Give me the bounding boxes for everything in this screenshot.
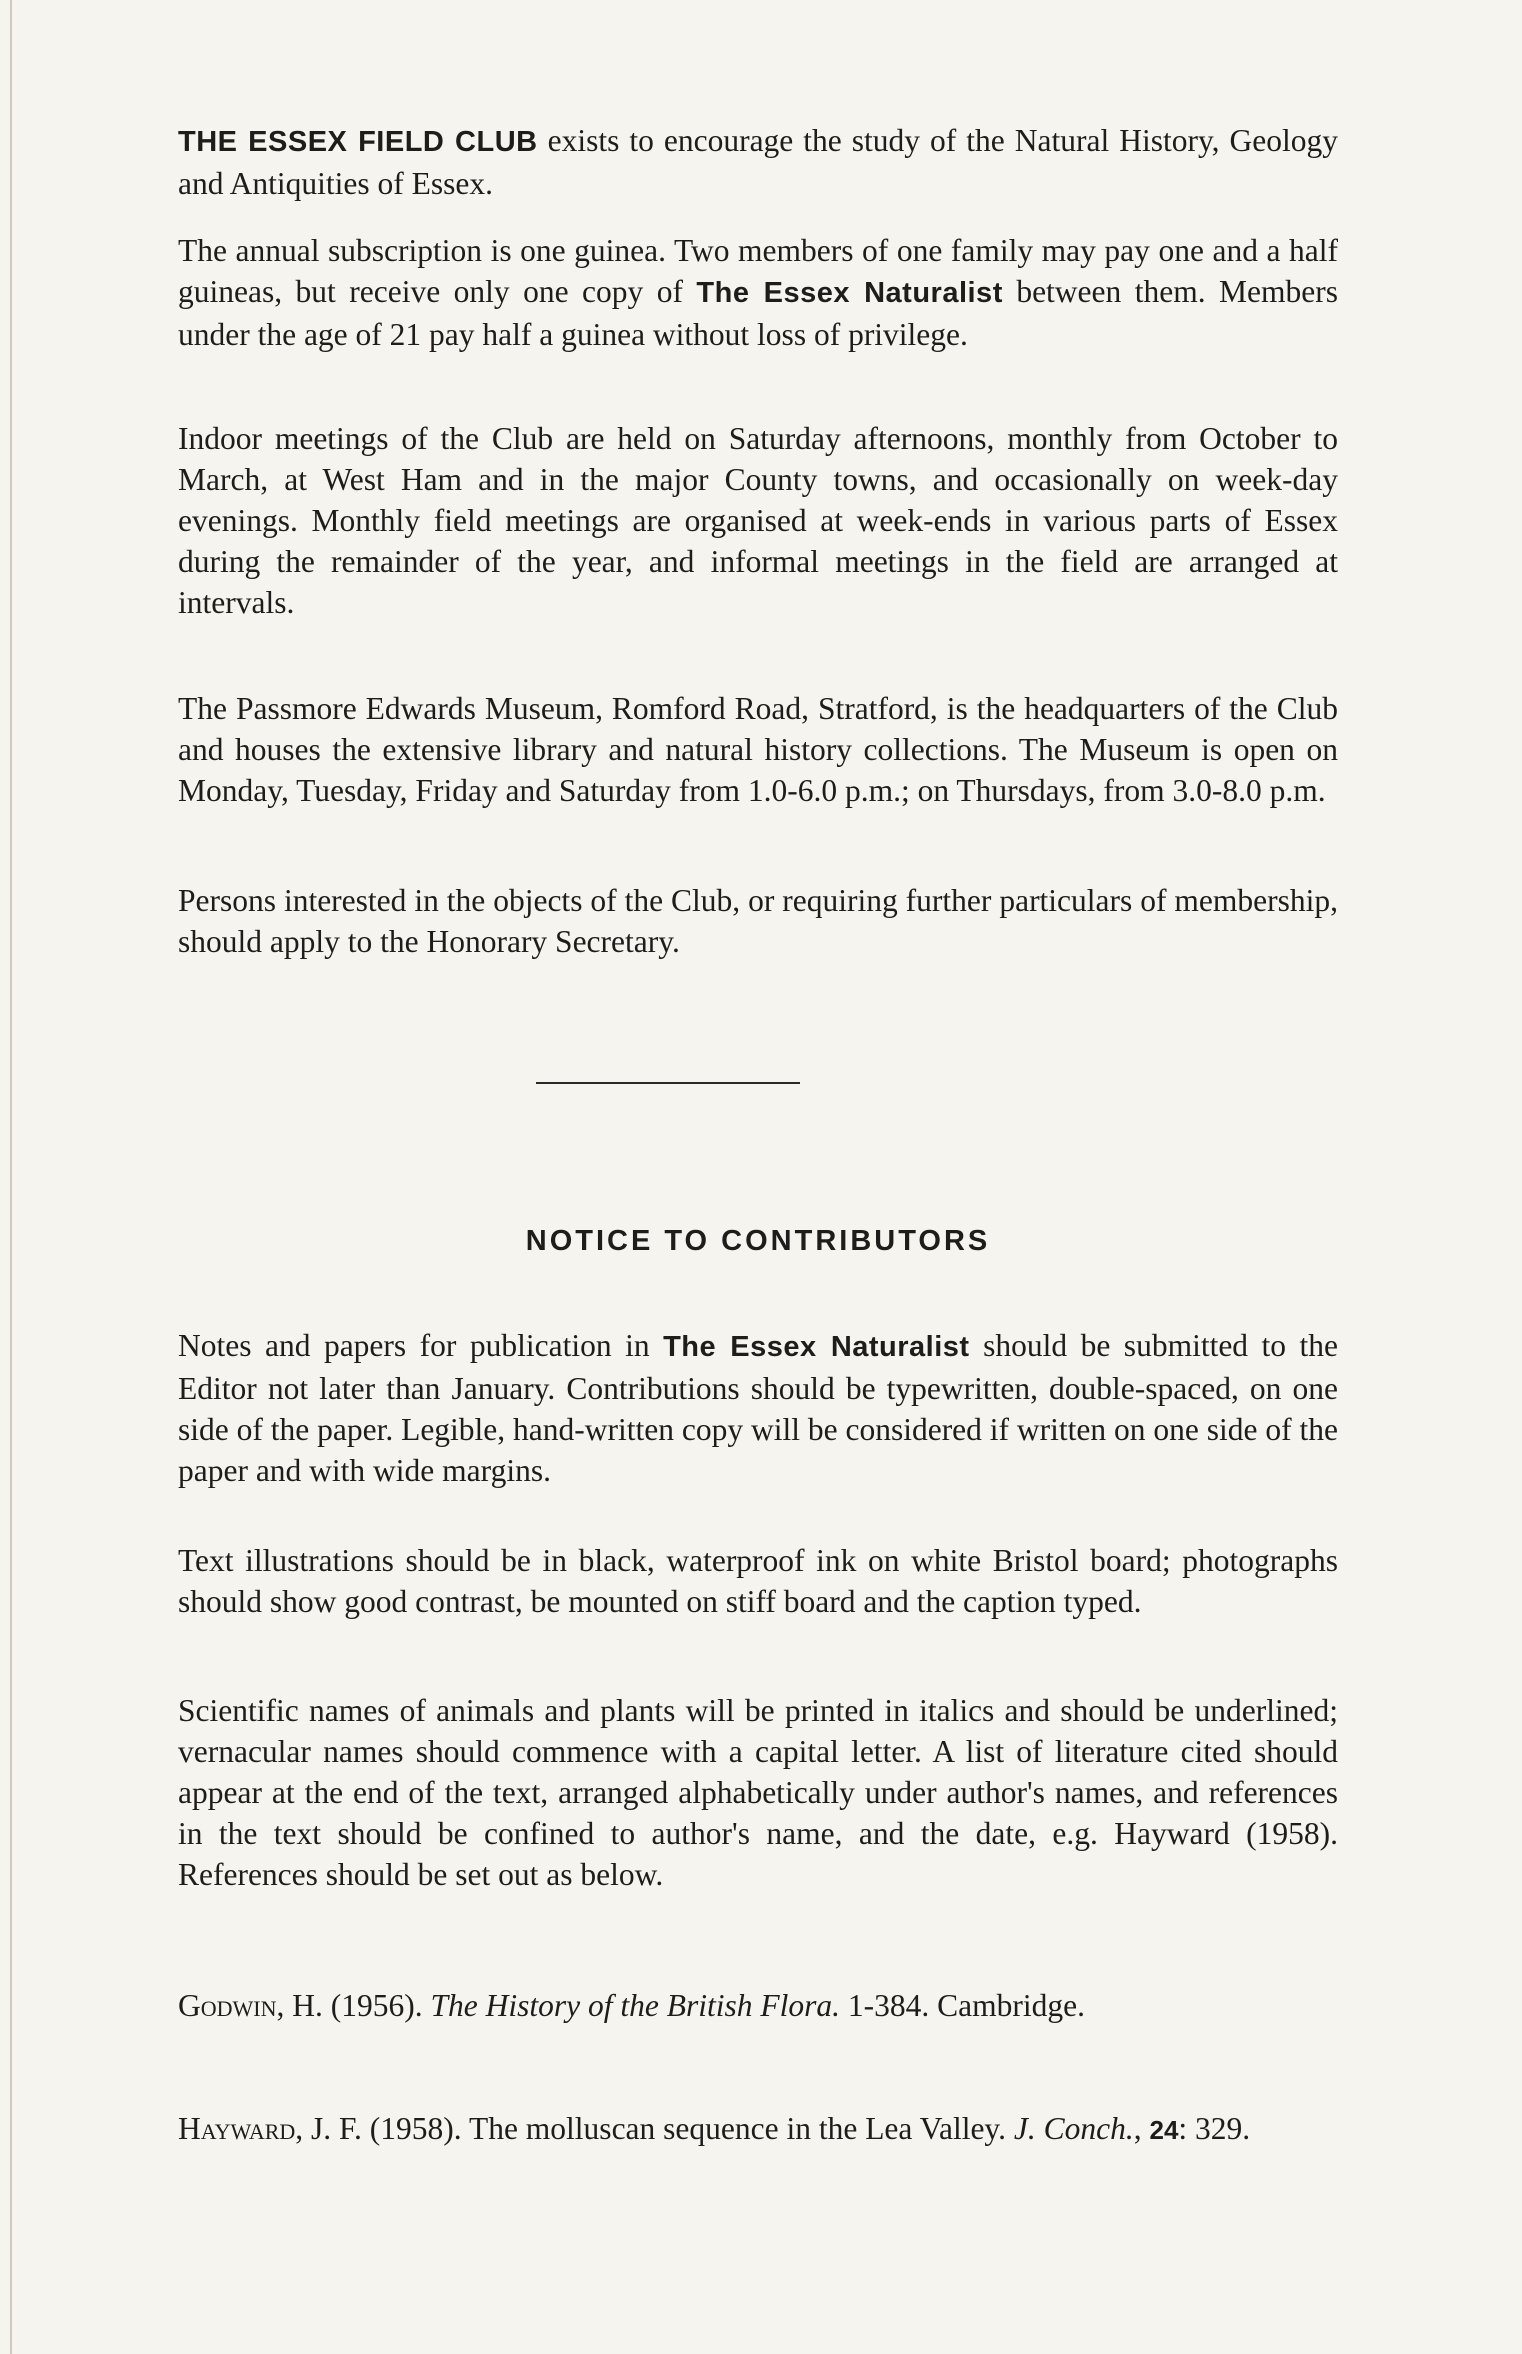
notice-heading: NOTICE TO CONTRIBUTORS (525, 1225, 991, 1257)
reference-initials: , H. (1956). (276, 1988, 423, 2023)
names-paragraph (178, 1690, 1338, 1895)
illustrations-text: Text illustrations should be in black, waterproof ink on white Bristol board; photographs should show good contrast, be mounted on stiff board and the caption typed. (178, 1543, 1338, 1619)
reference-author: Godwin (178, 1988, 277, 2023)
reference-volume: 24 (1149, 2115, 1179, 2145)
club-intro-text: exists to encourage the study of the Natural History, Geology and Antiquities of Essex. (178, 123, 1339, 201)
submission-text-b: should be submitted to the Editor not later than January. Contributions should be typewritten, double-spaced, on one side of the paper. Legible, hand-written copy will be considered if written on one side of the paper and with wide margins. (178, 1328, 1339, 1488)
enquiries-paragraph (178, 880, 1338, 962)
page-edge-line (10, 0, 12, 2354)
journal-title: The Essex Naturalist (696, 277, 1003, 309)
reference-initials: , J. F. (1958). (295, 2111, 462, 2146)
club-intro-paragraph (178, 120, 1338, 204)
museum-text: The Passmore Edwards Museum, Romford Road, Stratford, is the headquarters of the Club and houses the extensive library and natural history collections. The Museum is open on Monday, Tuesday, Friday and Saturday from 1.0-6.0 p.m.; on Thursdays, from 3.0-8.0 p.m. (178, 691, 1338, 808)
section-divider (536, 1082, 800, 1084)
submission-text-a: Notes and papers for publication in (178, 1328, 650, 1363)
illustrations-paragraph (178, 1540, 1338, 1622)
meetings-text: Indoor meetings of the Club are held on Saturday afternoons, monthly from October to March, at West Ham and in the major County towns, and occasionally on week-day evenings. Monthly field meetings are organised at week-ends in various parts of Essex during the remainder of the year, and informal meetings in the field are arranged at intervals. (178, 421, 1338, 620)
reference-item (178, 1985, 1338, 2026)
journal-title: The Essex Naturalist (663, 1331, 970, 1363)
club-name: THE ESSEX FIELD CLUB (178, 126, 538, 158)
reference-title: The History of the British Flora. (430, 1988, 840, 2023)
subscription-text-b: between them. Members under the age of 21 pay half a guinea without loss of privilege. (178, 274, 1338, 352)
museum-paragraph (178, 688, 1338, 811)
reference-title: The molluscan sequence in the Lea Valley. (468, 2111, 1007, 2146)
names-text: Scientific names of animals and plants will be printed in italics and should be underlined; vernacular names should commence with a capital letter. A list of literature cited should appear at the end of the text, arranged alphabetically under author's names, and references in the text should be confined to author's name, and the date, e.g. Hayward (1958). References should be set out as below. (178, 1693, 1338, 1892)
reference-pages: : 329. (1178, 2111, 1251, 2146)
reference-journal: J. Conch. (1013, 2111, 1134, 2146)
enquiries-text: Persons interested in the objects of the Club, or requiring further particulars of membership, should apply to the Honorary Secretary. (178, 883, 1338, 959)
subscription-paragraph (178, 230, 1338, 355)
meetings-paragraph (178, 418, 1338, 623)
reference-author: Hayward (178, 2111, 296, 2146)
subscription-text-a: The annual subscription is one guinea. Two members of one family may pay one and a half guineas, but receive only one copy of (178, 233, 1338, 309)
reference-rest: 1-384. Cambridge. (847, 1988, 1085, 2023)
submission-paragraph (178, 1325, 1338, 1491)
reference-item: Hayward, J. F. (1958). The molluscan sequence in the Lea Valley. J. Conch., 24: 329. (178, 2111, 1251, 2146)
